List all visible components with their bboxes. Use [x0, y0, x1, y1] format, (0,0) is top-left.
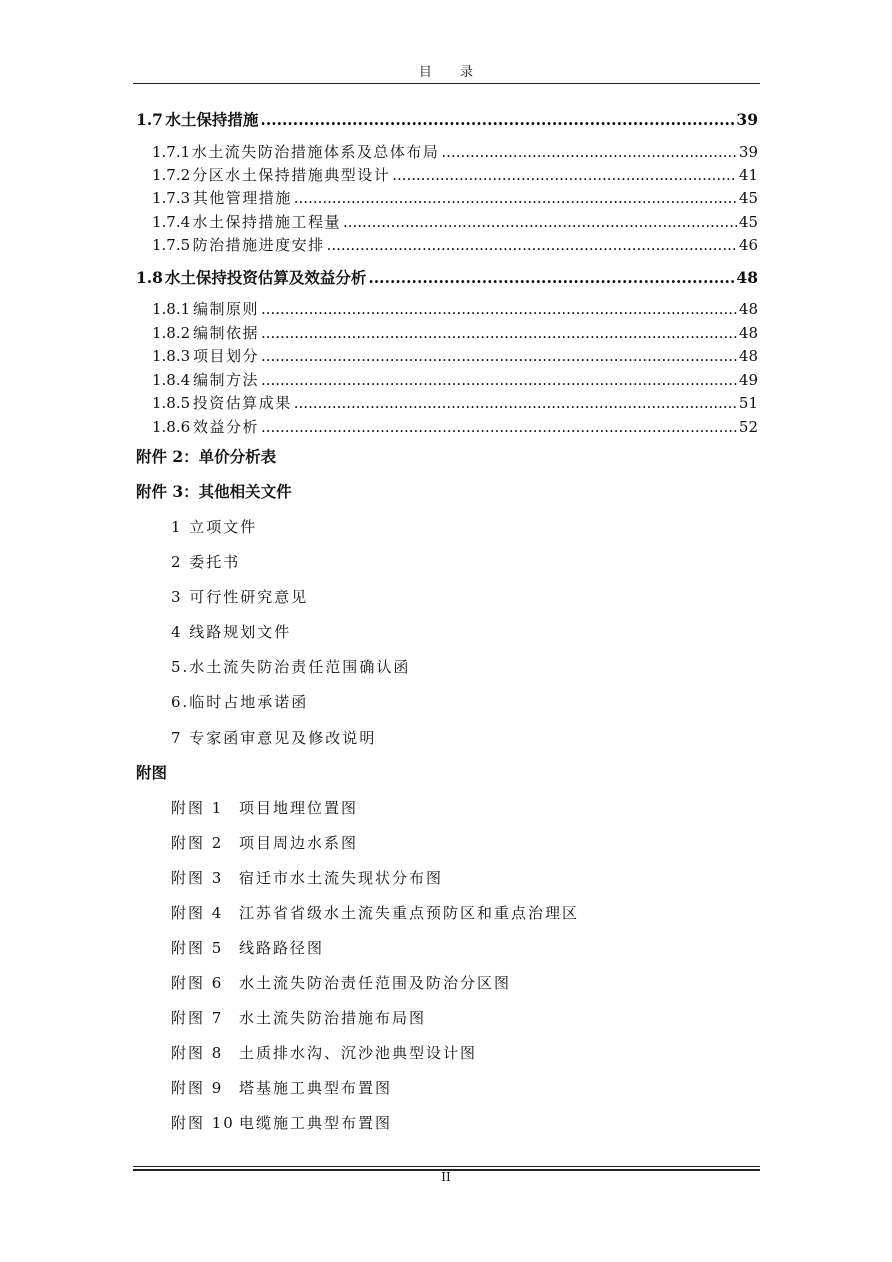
figure-title: 塔基施工典型布置图: [239, 1079, 393, 1097]
toc-entry-1-7-1[interactable]: [152, 141, 758, 163]
toc-title: 编制方法: [192, 371, 259, 389]
attachment-3-item[interactable]: 5.水土流失防治责任范围确认函: [171, 658, 411, 676]
toc-entry-1-7-3[interactable]: [152, 187, 758, 209]
toc-number: 1.7.4: [152, 213, 191, 231]
toc-page: 41: [738, 166, 758, 184]
toc-number: 1.8: [136, 268, 163, 287]
toc-page: 48: [738, 347, 758, 365]
figure-label: 附图 3: [171, 869, 224, 887]
toc-number: 1.7.1: [152, 143, 191, 161]
toc-page: 48: [738, 300, 758, 318]
page-number: II: [441, 1170, 451, 1184]
figure-title: 电缆施工典型布置图: [239, 1114, 393, 1132]
toc-number: 1.7.5: [152, 236, 191, 254]
toc-entry-1-7[interactable]: [136, 109, 758, 131]
toc-title: 投资估算成果: [192, 394, 292, 412]
figure-title: 项目地理位置图: [239, 799, 359, 817]
figure-title: 线路路径图: [239, 939, 325, 957]
toc-page: 48: [736, 268, 758, 287]
toc-page: 51: [738, 394, 758, 412]
toc-entry-1-8[interactable]: [136, 267, 758, 289]
figure-label: 附图 1: [171, 799, 224, 817]
toc-number: 1.8.5: [152, 394, 191, 412]
toc-page: 39: [738, 143, 758, 161]
toc-title: 分区水土保持措施典型设计: [192, 166, 391, 184]
toc-title: 防治措施进度安排: [192, 236, 325, 254]
toc-leader-dots: [261, 322, 737, 344]
figure-item[interactable]: [171, 937, 324, 959]
toc-title: 水土保持投资估算及效益分析: [164, 268, 367, 287]
figure-label: 附图 2: [171, 834, 224, 852]
toc-entry-1-8-4[interactable]: [152, 369, 758, 391]
figure-item[interactable]: [171, 797, 358, 819]
toc-number: 1.7.3: [152, 189, 191, 207]
toc-page: 49: [738, 371, 758, 389]
attachment-3-item[interactable]: 2 委托书: [171, 553, 241, 571]
attachment-3-item[interactable]: 4 线路规划文件: [171, 623, 292, 641]
figure-label: 附图 5: [171, 939, 224, 957]
figure-label: 附图 6: [171, 974, 224, 992]
toc-entry-1-7-5[interactable]: [152, 234, 758, 256]
figure-item[interactable]: [171, 832, 358, 854]
figure-item[interactable]: [171, 1042, 477, 1064]
toc-number: 1.8.3: [152, 347, 191, 365]
figure-title: 宿迁市水土流失现状分布图: [239, 869, 444, 887]
toc-title: 水土流失防治措施体系及总体布局: [191, 143, 440, 161]
attachment-3-item[interactable]: 7 专家函审意见及修改说明: [171, 729, 377, 747]
toc-title: 编制依据: [192, 324, 259, 342]
toc-leader-dots: [294, 187, 737, 209]
toc-entry-1-8-1[interactable]: [152, 298, 758, 320]
figure-label: 附图 7: [171, 1009, 224, 1027]
toc-leader-dots: [327, 234, 737, 256]
toc-page: 46: [738, 236, 758, 254]
toc-entry-1-8-5[interactable]: [152, 392, 758, 414]
toc-leader-dots: [261, 298, 737, 320]
attachment-3-heading[interactable]: 附件 3：其他相关文件: [136, 482, 292, 501]
figure-item[interactable]: [171, 1077, 392, 1099]
header-divider: [133, 83, 760, 84]
attachment-3-item[interactable]: 3 可行性研究意见: [171, 588, 309, 606]
toc-title: 水土保持措施工程量: [192, 213, 341, 231]
figure-label: 附图 8: [171, 1044, 224, 1062]
toc-page: 45: [738, 213, 758, 231]
attachment-3-item[interactable]: 6.临时占地承诺函: [171, 693, 309, 711]
toc-number: 1.7: [136, 110, 163, 129]
figure-label: 附图 10: [171, 1114, 235, 1132]
toc-entry-1-8-6[interactable]: [152, 416, 758, 438]
toc-leader-dots: [261, 416, 737, 438]
toc-entry-1-8-3[interactable]: [152, 345, 758, 367]
toc-number: 1.8.4: [152, 371, 191, 389]
toc-page: 48: [738, 324, 758, 342]
figure-item[interactable]: [171, 972, 511, 994]
figure-item[interactable]: [171, 1112, 392, 1134]
figure-label: 附图 9: [171, 1079, 224, 1097]
attachment-3-item[interactable]: 1 立项文件: [171, 518, 258, 536]
toc-title: 项目划分: [192, 347, 259, 365]
toc-number: 1.7.2: [152, 166, 191, 184]
toc-title: 其他管理措施: [192, 189, 292, 207]
toc-number: 1.8.1: [152, 300, 191, 318]
toc-leader-dots: [261, 369, 737, 391]
attachment-2-heading[interactable]: 附件 2：单价分析表: [136, 447, 277, 466]
toc-page: 52: [738, 418, 758, 436]
header-title: 目 录: [418, 65, 486, 80]
toc-leader-dots: [441, 141, 737, 163]
toc-leader-dots: [261, 345, 737, 367]
toc-title: 编制原则: [192, 300, 259, 318]
figure-title: 水土流失防治措施布局图: [239, 1009, 427, 1027]
toc-page: 45: [738, 189, 758, 207]
toc-page: 39: [736, 110, 758, 129]
toc-number: 1.8.2: [152, 324, 191, 342]
toc-leader-dots: [294, 392, 737, 414]
toc-leader-dots: [368, 267, 734, 289]
toc-title: 效益分析: [192, 418, 259, 436]
toc-leader-dots: [260, 109, 734, 131]
figure-title: 水土流失防治责任范围及防治分区图: [239, 974, 512, 992]
toc-number: 1.8.6: [152, 418, 191, 436]
figure-title: 项目周边水系图: [239, 834, 359, 852]
figure-title: 江苏省省级水土流失重点预防区和重点治理区: [239, 904, 580, 922]
figure-label: 附图 4: [171, 904, 224, 922]
toc-entry-1-8-2[interactable]: [152, 322, 758, 344]
toc-leader-dots: [343, 211, 737, 233]
toc-title: 水土保持措施: [165, 110, 259, 129]
toc-entry-1-7-4[interactable]: [152, 211, 758, 233]
footer-divider-thin: [133, 1166, 760, 1167]
figure-item[interactable]: [171, 1007, 426, 1029]
toc-entry-1-7-2[interactable]: [152, 164, 758, 186]
toc-leader-dots: [392, 164, 737, 186]
figure-title: 土质排水沟、沉沙池典型设计图: [239, 1044, 478, 1062]
figure-item[interactable]: [171, 902, 579, 924]
figure-item[interactable]: [171, 867, 443, 889]
figures-heading[interactable]: 附图: [136, 763, 168, 782]
